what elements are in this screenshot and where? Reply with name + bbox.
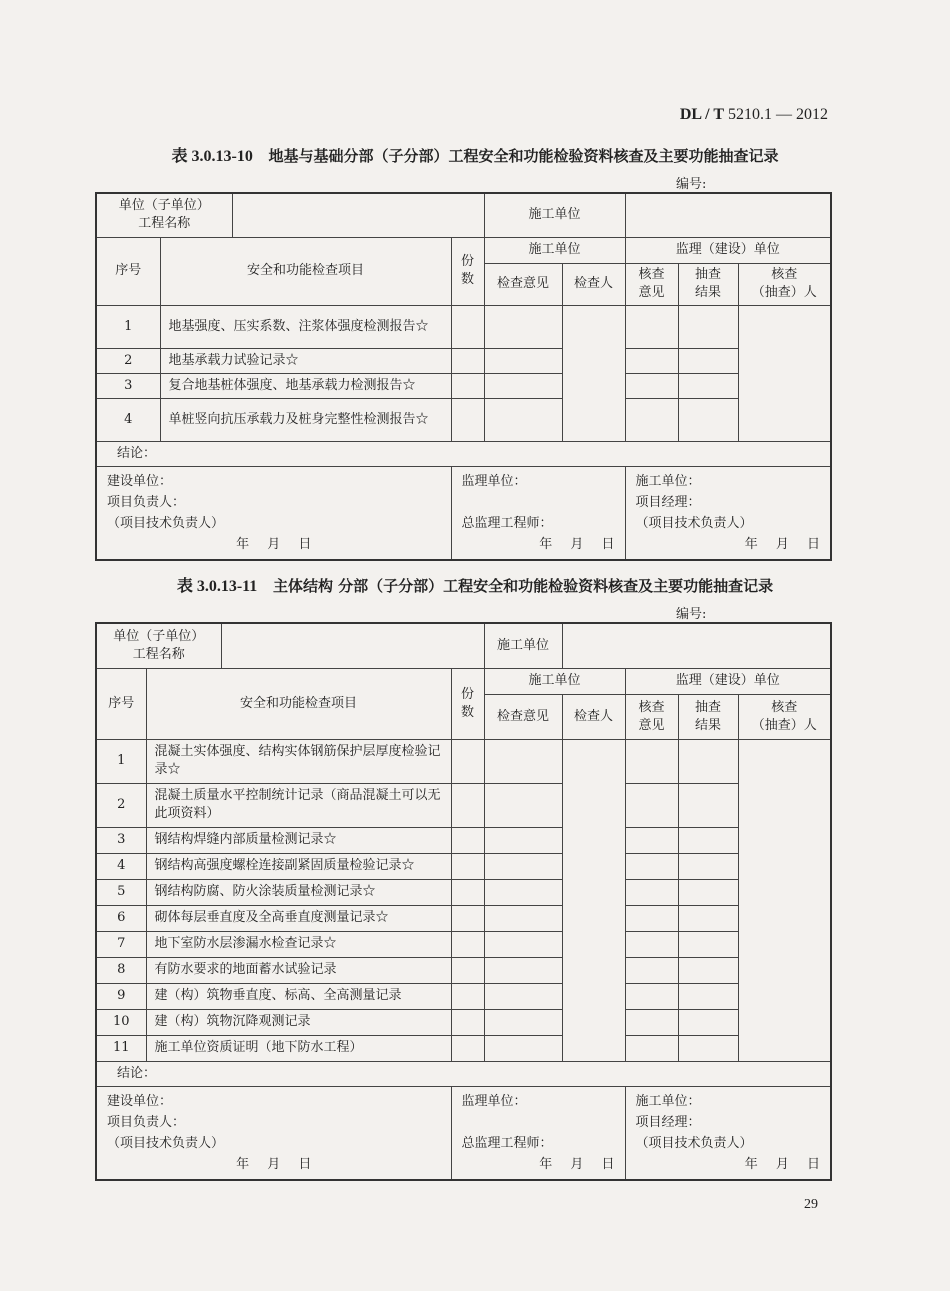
serial-number-label: 编号: (676, 607, 707, 622)
table-row: 2 混凝土质量水平控制统计记录（商品混凝土可以无此项资料） (96, 783, 831, 827)
table-title (0, 143, 950, 166)
table-title-text: 主体结构 分部（子分部）工程安全和功能检验资料核查及主要功能抽查记录 (272, 577, 774, 595)
table-row: 4 单桩竖向抗压承载力及桩身完整性检测报告☆ (96, 398, 831, 441)
contractor-signature-block: 施工单位： 项目经理： （项目技术负责人） 年 月 日 (625, 466, 831, 560)
table-number: 表 3.0.13-11 (176, 578, 258, 595)
header-copies: 份 数 (451, 237, 484, 305)
checker-field[interactable] (738, 739, 831, 1061)
header-check-opinion: 检查意见 (484, 263, 562, 305)
constructor-label: 施工单位 (484, 623, 562, 668)
page-number: 29 (804, 1197, 818, 1212)
header-constructor: 施工单位 (484, 668, 625, 694)
header-serial-no: 序号 (96, 668, 146, 739)
table-row: 3 钢结构焊缝内部质量检测记录☆ (96, 827, 831, 853)
header-verify-opinion: 核查 意见 (625, 694, 678, 739)
header-serial-no: 序号 (96, 237, 160, 305)
header-constructor: 施工单位 (484, 237, 625, 263)
document-code (680, 106, 828, 124)
owner-signature-block: 建设单位： 项目负责人： （项目技术负责人） 年 月 日 (96, 1086, 451, 1180)
conclusion-label: 结论： (96, 1061, 831, 1086)
table-number: 表 3.0.13-10 (171, 148, 253, 165)
project-name-label: 单位（子单位） 工程名称 (96, 623, 221, 668)
table-title (0, 573, 950, 596)
table-row: 3 复合地基桩体强度、地基承载力检测报告☆ (96, 373, 831, 398)
header-supervisor: 监理（建设）单位 (625, 668, 831, 694)
project-name-label: 单位（子单位） 工程名称 (96, 193, 232, 237)
header-check-item: 安全和功能检查项目 (160, 237, 451, 305)
inspection-record-table (95, 622, 832, 1181)
table-row: 9 建（构）筑物垂直度、标高、全高测量记录 (96, 983, 831, 1009)
header-inspector: 检查人 (562, 263, 625, 305)
table-row: 1 地基强度、压实系数、注浆体强度检测报告☆ (96, 305, 831, 348)
table-title-text: 地基与基础分部（子分部）工程安全和功能检验资料核查及主要功能抽查记录 (268, 147, 779, 165)
header-check-item: 安全和功能检查项目 (146, 668, 451, 739)
constructor-field[interactable] (625, 193, 831, 237)
header-copies: 份 数 (451, 668, 484, 739)
table-row: 7 地下室防水层渗漏水检查记录☆ (96, 931, 831, 957)
inspection-record-table (95, 192, 832, 561)
header-spot-result: 抽查 结果 (678, 694, 738, 739)
table-row: 2 地基承载力试验记录☆ (96, 348, 831, 373)
table-row: 8 有防水要求的地面蓄水试验记录 (96, 957, 831, 983)
supervisor-signature-block: 监理单位： 总监理工程师： 年 月 日 (451, 466, 625, 560)
header-checker: 核查 （抽查）人 (738, 263, 831, 305)
inspector-field[interactable] (562, 305, 625, 441)
project-name-field[interactable] (232, 193, 484, 237)
contractor-signature-block: 施工单位： 项目经理： （项目技术负责人） 年 月 日 (625, 1086, 831, 1180)
supervisor-signature-block: 监理单位： 总监理工程师： 年 月 日 (451, 1086, 625, 1180)
table-row: 1 混凝土实体强度、结构实体钢筋保护层厚度检验记录☆ (96, 739, 831, 783)
constructor-label: 施工单位 (484, 193, 625, 237)
table-row: 4 钢结构高强度螺栓连接副紧固质量检验记录☆ (96, 853, 831, 879)
checker-field[interactable] (738, 305, 831, 441)
table-row: 10 建（构）筑物沉降观测记录 (96, 1009, 831, 1035)
doc-code-number: 5210.1 — 2012 (728, 106, 828, 123)
header-inspector: 检查人 (562, 694, 625, 739)
project-name-field[interactable] (221, 623, 484, 668)
table-row: 6 砌体每层垂直度及全高垂直度测量记录☆ (96, 905, 831, 931)
header-supervisor: 监理（建设）单位 (625, 237, 831, 263)
conclusion-label: 结论： (96, 441, 831, 466)
header-spot-result: 抽查 结果 (678, 263, 738, 305)
table-row: 11 施工单位资质证明（地下防水工程） (96, 1035, 831, 1061)
constructor-field[interactable] (562, 623, 831, 668)
header-check-opinion: 检查意见 (484, 694, 562, 739)
header-verify-opinion: 核查 意见 (625, 263, 678, 305)
table-row: 5 钢结构防腐、防火涂装质量检测记录☆ (96, 879, 831, 905)
inspector-field[interactable] (562, 739, 625, 1061)
doc-code-prefix: DL / T (679, 106, 724, 123)
owner-signature-block: 建设单位： 项目负责人： （项目技术负责人） 年 月 日 (96, 466, 451, 560)
header-checker: 核查 （抽查）人 (738, 694, 831, 739)
serial-number-label: 编号: (676, 177, 707, 192)
